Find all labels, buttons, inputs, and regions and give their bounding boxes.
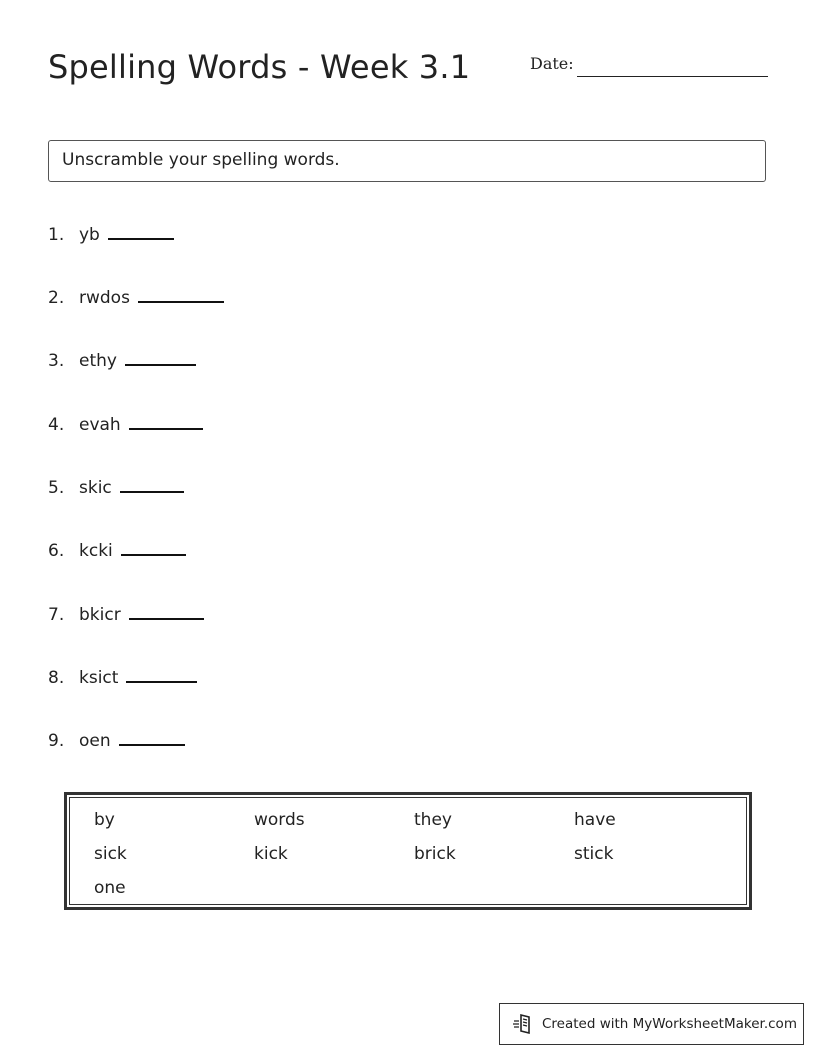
- scrambled-word: ethy: [79, 351, 117, 371]
- list-item: [48, 287, 224, 311]
- list-item: [48, 667, 197, 691]
- list-item: [48, 477, 184, 501]
- scrambled-word: evah: [79, 415, 121, 435]
- bank-word: brick: [414, 844, 456, 864]
- item-number: 5.: [48, 478, 65, 498]
- bank-word: stick: [574, 844, 614, 864]
- page-title: Spelling Words - Week 3.1: [48, 48, 471, 86]
- answer-blank[interactable]: [121, 540, 186, 556]
- item-number: 3.: [48, 351, 65, 371]
- answer-blank[interactable]: [108, 224, 174, 240]
- list-item: [48, 730, 185, 754]
- item-number: 1.: [48, 225, 65, 245]
- footer-credit[interactable]: [499, 1003, 804, 1045]
- answer-blank[interactable]: [138, 287, 224, 303]
- bank-word: kick: [254, 844, 288, 864]
- footer-text: Created with MyWorksheetMaker.com: [542, 1016, 797, 1032]
- item-number: 9.: [48, 731, 65, 751]
- scrambled-word: bkicr: [79, 605, 121, 625]
- list-item: [48, 414, 203, 438]
- item-number: 6.: [48, 541, 65, 561]
- scrambled-word: kcki: [79, 541, 113, 561]
- scrambled-word: ksict: [79, 668, 119, 688]
- bank-word: sick: [94, 844, 127, 864]
- answer-blank[interactable]: [125, 350, 196, 366]
- scrambled-word: rwdos: [79, 288, 130, 308]
- list-item: [48, 224, 174, 248]
- scrambled-word: skic: [79, 478, 112, 498]
- date-field[interactable]: [577, 76, 768, 77]
- instructions-box: [48, 140, 766, 182]
- scrambled-word: yb: [79, 225, 100, 245]
- bank-word: by: [94, 810, 115, 830]
- bank-word: have: [574, 810, 616, 830]
- word-bank: [64, 792, 752, 910]
- bank-word: one: [94, 878, 126, 898]
- item-number: 8.: [48, 668, 65, 688]
- bank-word: they: [414, 810, 452, 830]
- answer-blank[interactable]: [129, 414, 203, 430]
- list-item: [48, 604, 204, 628]
- answer-blank[interactable]: [129, 604, 204, 620]
- instructions-text: Unscramble your spelling words.: [62, 150, 340, 170]
- item-number: 7.: [48, 605, 65, 625]
- item-number: 4.: [48, 415, 65, 435]
- scrambled-word: oen: [79, 731, 111, 751]
- item-number: 2.: [48, 288, 65, 308]
- answer-blank[interactable]: [126, 667, 197, 683]
- answer-blank[interactable]: [119, 730, 185, 746]
- list-item: [48, 540, 186, 564]
- list-item: [48, 350, 196, 374]
- word-bank-inner: [69, 797, 747, 905]
- date-label: Date:: [530, 54, 574, 73]
- answer-blank[interactable]: [120, 477, 184, 493]
- bank-word: words: [254, 810, 305, 830]
- worksheet-maker-logo-icon: [512, 1012, 536, 1036]
